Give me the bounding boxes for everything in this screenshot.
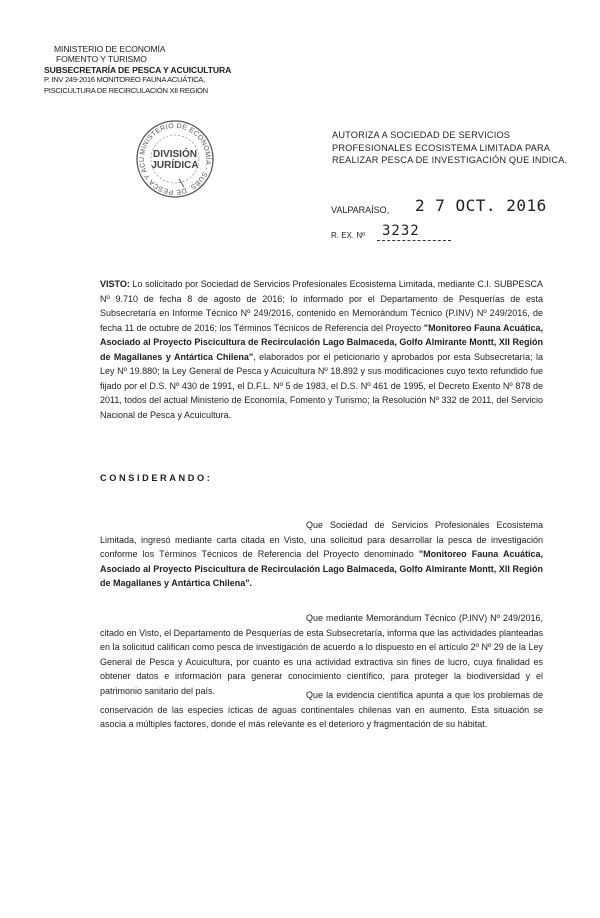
place-date-line: [331, 196, 591, 226]
paragraph-1-project-name: "Monitoreo Fauna Acuática, Asociado al Proyecto Piscicultura de Recirculación Lago Balmaceda, Golfo Almirante Montt, XII Región de Magallanes y Antártica Chilena".: [100, 549, 543, 588]
header-ministry: MINISTERIO DE ECONOMÍA: [54, 44, 166, 54]
considerando-heading: CONSIDERANDO:: [100, 473, 213, 483]
subject-line-3: REALIZAR PESCA DE INVESTIGACIÓN QUE INDICA.: [332, 155, 568, 166]
stamp-center-line2: JURÍDICA: [151, 160, 199, 171]
visto-paragraph: [100, 277, 543, 422]
considerando-paragraph-1: [100, 518, 543, 591]
date-stamp: 2 7 OCT. 2016: [415, 196, 547, 215]
header-reference-1: P. INV 249-2016 MONITOREO FAUNA ACUÁTICA,: [44, 75, 205, 85]
resolution-underline: [377, 240, 451, 241]
paragraph-1-text: Que Sociedad de Servicios Profesionales Ecosistema Limitada, ingresó mediante carta citada en Visto, una solicitud para desarrollar la pesca de investigación conforme los Términos Técnicos de Referencia del Proyecto denominado: [100, 520, 543, 559]
subject-line-1: AUTORIZA A SOCIEDAD DE SERVICIOS: [332, 130, 511, 140]
visto-label: VISTO:: [100, 279, 130, 289]
ministry-header: [44, 44, 244, 96]
considerando-paragraph-2: Que mediante Memorándum Técnico (P.INV) Nº 249/2016, citado en Visto, el Departamento de Pesquerías de esta Subsecretaría, informa que las actividades planteadas en la solicitud califican como pesca de investigación de acuerdo a lo dispuesto en el artículo 2º Nº 29 de la Ley General de Pesca y Acuicultura, por cuanto es una actividad extractiva sin fines de lucro, cuya finalidad es obtener datos e información para generar conocimiento científico, para proteger la biodiversidad y el patrimonio sanitario del país.: [100, 613, 543, 696]
resolution-number: 3232: [382, 223, 420, 239]
subject-block: [332, 129, 568, 167]
subject-line-2: PROFESIONALES ECOSISTEMA LIMITADA PARA: [332, 142, 551, 153]
visto-text-a: Lo solicitado por Sociedad de Servicios Profesionales Ecosistema Limitada, mediante C.I. SUBPESCA Nº 9.710 de fecha 8 de agosto de 2016; lo informado por el Departamento de Pesquerías de esta Subsecretaría en Informe Técnico Nº 249/2016, contenido en Memorándum Técnico (P.INV) Nº 249/2016, de fecha 11 de octubre de 2016; los Términos Técnicos de Referencia del Proyecto: [100, 279, 543, 333]
resolution-label: R. EX. Nº: [331, 231, 366, 240]
division-juridica-stamp: [133, 117, 217, 201]
stamp-center-line1: DIVISIÓN: [153, 149, 197, 160]
stamp-ring-text: MINISTERIO DE ECONOMÍA - SUBS. DE PESCA Y ACU: [138, 122, 212, 196]
place-label: VALPARAÍSO,: [331, 205, 390, 215]
header-subsecretaria: SUBSECRETARÍA DE PESCA Y ACUICULTURA: [44, 64, 232, 75]
header-reference-2: PISCICULTURA DE RECIRCULACIÓN XII REGIÓN: [44, 85, 208, 95]
visto-text-b: , elaborados por el peticionario y aprobados por esta Subsecretaría; la Ley Nº 19.880; la Ley General de Pesca y Acuicultura Nº 18.892 y sus modificaciones cuyo texto refundido fue fijado por el D.S. Nº 430 de 1991, el D.F.L. Nº 5 de 1983, el D.S. Nº 461 de 1995, el Decreto Exento Nº 878 de 2011, todos del actual Ministerio de Economía, Fomento y Turismo; la Resolución Nº 332 de 2011, del Servicio Nacional de Pesca y Acuicultura.: [100, 351, 544, 420]
stamp-seal-icon: [133, 117, 217, 201]
header-fomento: FOMENTO Y TURISMO: [56, 54, 147, 65]
considerando-paragraph-3: Que la evidencia científica apunta a que los problemas de conservación de las especies ícticas de aguas continentales chilenas van en aumento. Esta situación se asocia a múltiples factores, donde el más relevante es el deterioro y fragmentación de su hábitat.: [100, 690, 543, 729]
visto-project-name: "Monitoreo Fauna Acuática, Asociado al Proyecto Piscicultura de Recirculación Lago Balmaceda, Golfo Almirante Montt, XII Región de Magallanes y Antártica Chilena": [100, 322, 543, 362]
resolution-number-line: [331, 225, 591, 245]
